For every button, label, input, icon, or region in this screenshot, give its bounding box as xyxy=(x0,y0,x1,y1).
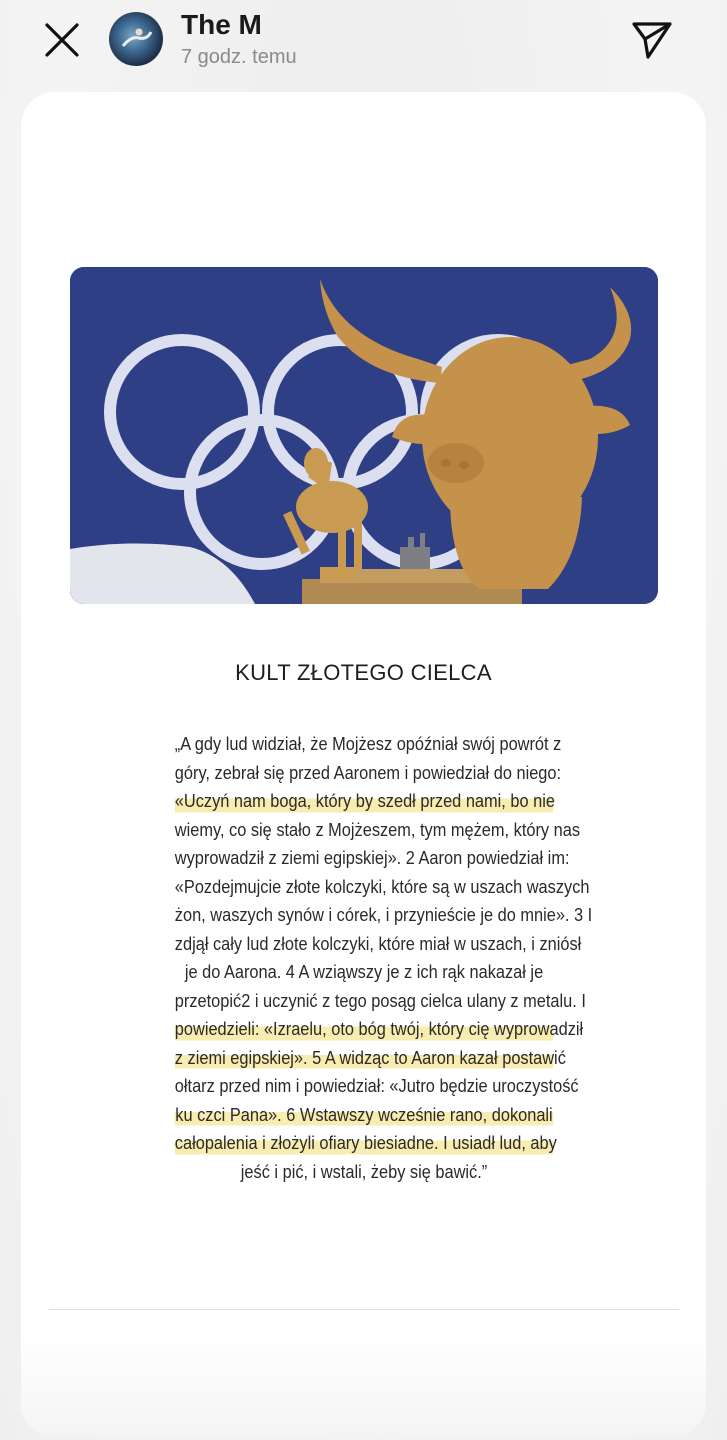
quote-line-highlighted: powiedzieli: «Izraelu, oto bóg twój, który cię wyprowadził xyxy=(175,1015,553,1044)
username[interactable]: The M xyxy=(181,9,262,40)
quote-line: góry, zebrał się przed Aaronem i powiedział do niego: xyxy=(174,761,562,783)
quote-line-highlighted: całopalenia i złożyli ofiary biesiadne. I usiadł lud, aby xyxy=(175,1129,553,1158)
quote-line: ołtarz przed nim i powiedział: «Jutro będzie uroczystość xyxy=(174,1075,579,1096)
post-image xyxy=(70,267,658,604)
quote-line: jeść i pić, i wstali, żeby się bawić.” xyxy=(240,1160,488,1182)
quote-line: zdjął cały lud złote kolczyki, które miał w uszach, i zniósł xyxy=(174,932,582,954)
quote-line: przetopić2 i uczynić z tego posąg cielca ulany z metalu. I xyxy=(174,989,586,1011)
reply-area[interactable] xyxy=(21,1332,706,1437)
post-headline: KULT ZŁOTEGO CIELCA xyxy=(235,660,492,685)
quote-line-highlighted: «Uczyń nam boga, który by szedł przed nami, bo nie xyxy=(175,787,553,816)
avatar[interactable] xyxy=(109,12,163,66)
post-card xyxy=(21,92,706,1437)
quote-line-highlighted: ku czci Pana». 6 Wstawszy wcześnie rano, dokonali xyxy=(175,1101,553,1130)
avatar-image xyxy=(109,12,163,66)
quote-line: wyprowadził z ziemi egipskiej». 2 Aaron powiedział im: xyxy=(174,847,570,868)
close-icon xyxy=(40,18,84,62)
quote-line: je do Aarona. 4 A wziąwszy je z ich rąk nakazał je xyxy=(184,961,544,982)
bible-quote xyxy=(174,730,593,1186)
post-timestamp: 7 godz. temu xyxy=(181,46,297,68)
share-button[interactable] xyxy=(630,17,674,61)
quote-line: żon, waszych synów i córek, i przynieście je do mnie». 3 I xyxy=(174,904,593,925)
send-icon xyxy=(630,17,674,61)
story-header xyxy=(0,0,727,92)
close-button[interactable] xyxy=(40,18,84,62)
quote-line: «Pozdejmujcie złote kolczyki, które są w uszach waszych xyxy=(174,875,590,897)
quote-line: „A gdy lud widział, że Mojżesz opóźniał swój powrót z xyxy=(174,733,562,754)
quote-line: wiemy, co się stało z Mojżeszem, tym mężem, który nas xyxy=(174,818,581,840)
quote-line-highlighted: z ziemi egipskiej». 5 A widząc to Aaron kazał postawić xyxy=(175,1044,553,1073)
golden-calf-olympic-rings-image xyxy=(70,267,658,604)
divider xyxy=(49,1309,679,1310)
